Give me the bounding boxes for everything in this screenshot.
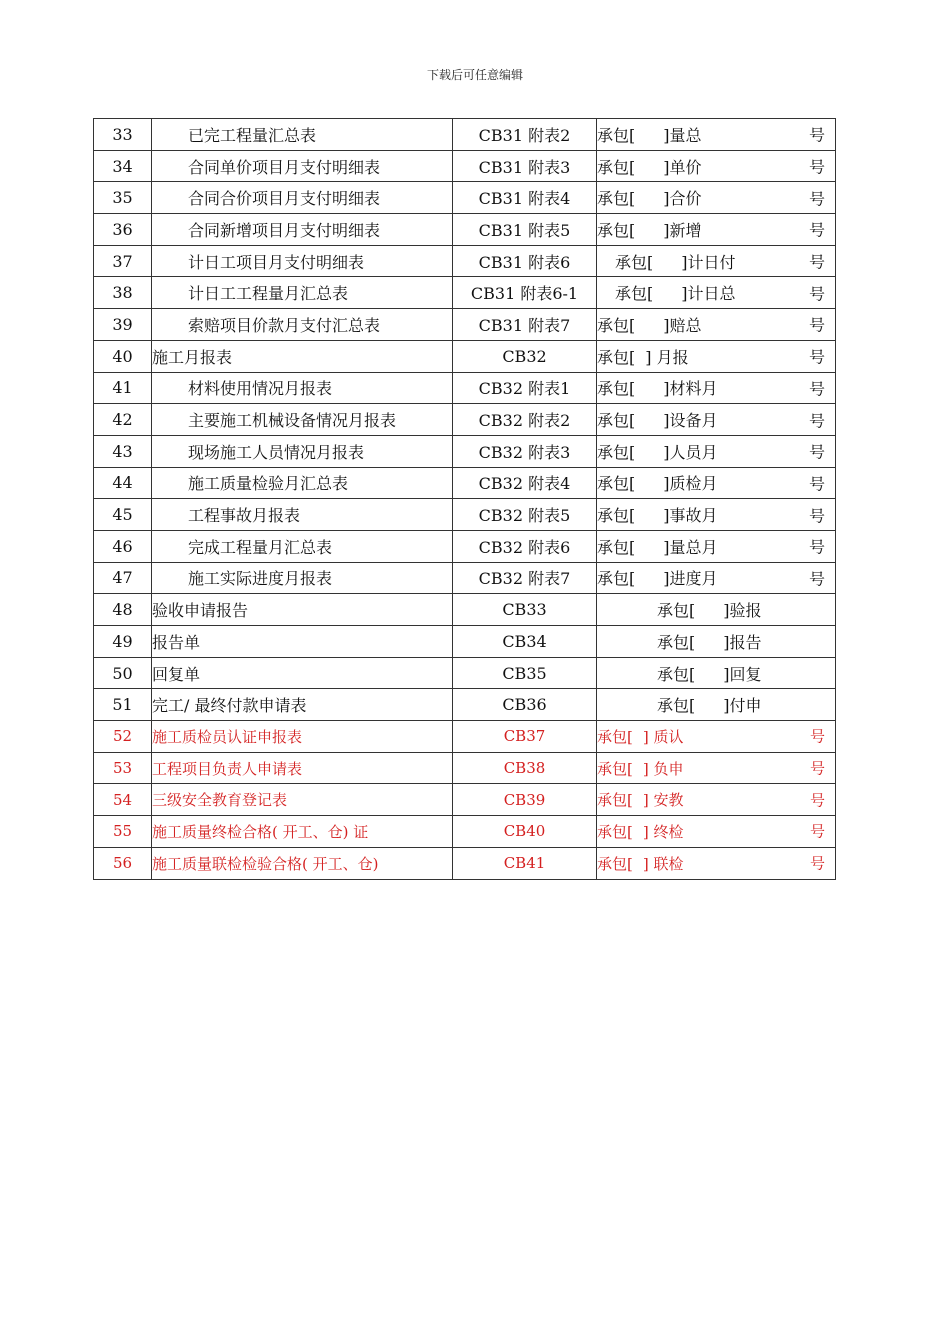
- form-code: CB32 附表4: [453, 467, 597, 499]
- serial-number-cell: [597, 119, 836, 151]
- form-title: 验收申请报告: [152, 594, 453, 626]
- table-row: [94, 435, 836, 467]
- serial-prefix: 承包[: [597, 854, 633, 873]
- form-code: CB31 附表6-1: [453, 277, 597, 309]
- row-number: 33: [94, 119, 152, 151]
- serial-prefix: 承包[: [597, 569, 636, 589]
- serial-suffix: ] 负申: [642, 759, 684, 778]
- serial-prefix: 承包[: [597, 315, 636, 335]
- row-number: 53: [94, 752, 152, 784]
- row-number: 34: [94, 150, 152, 182]
- serial-number-cell: [597, 404, 836, 436]
- table-row: [94, 562, 836, 594]
- serial-number-cell: [597, 245, 836, 277]
- hao-label: 号: [808, 474, 825, 494]
- serial-prefix: 承包[: [615, 252, 654, 272]
- serial-suffix: ]付申: [723, 696, 762, 716]
- hao-label: 号: [808, 125, 825, 145]
- hao-label: 号: [809, 854, 825, 873]
- hao-label: 号: [809, 759, 825, 778]
- form-code: CB32 附表5: [453, 499, 597, 531]
- table-row: [94, 499, 836, 531]
- row-number: 43: [94, 435, 152, 467]
- form-title: 计日工项目月支付明细表: [152, 245, 453, 277]
- serial-suffix: ]合价: [663, 189, 702, 209]
- row-number: 54: [94, 784, 152, 816]
- serial-prefix: 承包[: [597, 220, 636, 240]
- form-code: CB31 附表3: [453, 150, 597, 182]
- row-number: 42: [94, 404, 152, 436]
- table-row: [94, 847, 836, 879]
- table-row: [94, 467, 836, 499]
- serial-suffix: ] 月报: [645, 347, 689, 367]
- serial-suffix: ]单价: [663, 157, 702, 177]
- hao-label: 号: [808, 379, 825, 399]
- serial-number-cell: [597, 816, 836, 848]
- form-title: 工程项目负责人申请表: [152, 752, 453, 784]
- serial-prefix: 承包[: [657, 601, 696, 621]
- table-row: [94, 784, 836, 816]
- forms-table: [93, 118, 836, 880]
- row-number: 50: [94, 657, 152, 689]
- hao-label: 号: [808, 189, 825, 209]
- hao-label: 号: [809, 791, 825, 810]
- serial-number-cell: [597, 467, 836, 499]
- serial-suffix: ] 联检: [642, 854, 684, 873]
- serial-prefix: 承包[: [597, 379, 636, 399]
- hao-label: 号: [808, 220, 825, 240]
- hao-label: 号: [808, 411, 825, 431]
- serial-suffix: ]计日总: [681, 284, 736, 304]
- serial-suffix: ]进度月: [663, 569, 718, 589]
- form-title: 完成工程量月汇总表: [152, 530, 453, 562]
- form-title: 施工质检员认证申报表: [152, 721, 453, 753]
- serial-prefix: 承包[: [597, 189, 636, 209]
- form-title: 合同合价项目月支付明细表: [152, 182, 453, 214]
- form-code: CB39: [453, 784, 597, 816]
- row-number: 40: [94, 340, 152, 372]
- form-code: CB31 附表5: [453, 214, 597, 246]
- row-number: 44: [94, 467, 152, 499]
- serial-number-cell: [597, 372, 836, 404]
- serial-prefix: 承包[: [597, 759, 633, 778]
- hao-label: 号: [808, 157, 825, 177]
- form-code: CB37: [453, 721, 597, 753]
- serial-suffix: ]报告: [723, 632, 762, 652]
- serial-suffix: ]事故月: [663, 506, 718, 526]
- form-title: 完工/ 最终付款申请表: [152, 689, 453, 721]
- serial-suffix: ] 安教: [642, 791, 684, 810]
- serial-number-cell: [597, 340, 836, 372]
- serial-number-cell: [597, 721, 836, 753]
- row-number: 55: [94, 816, 152, 848]
- serial-suffix: ]量总: [663, 125, 702, 145]
- row-number: 35: [94, 182, 152, 214]
- serial-number-cell: [597, 562, 836, 594]
- table-row: [94, 657, 836, 689]
- row-number: 41: [94, 372, 152, 404]
- form-title: 回复单: [152, 657, 453, 689]
- row-number: 39: [94, 309, 152, 341]
- form-title: 合同新增项目月支付明细表: [152, 214, 453, 246]
- form-title: 索赔项目价款月支付汇总表: [152, 309, 453, 341]
- table-row: [94, 119, 836, 151]
- serial-number-cell: [597, 689, 836, 721]
- serial-prefix: 承包[: [597, 537, 636, 557]
- serial-prefix: 承包[: [657, 664, 696, 684]
- form-code: CB38: [453, 752, 597, 784]
- form-code: CB32 附表1: [453, 372, 597, 404]
- row-number: 36: [94, 214, 152, 246]
- form-title: 主要施工机械设备情况月报表: [152, 404, 453, 436]
- serial-number-cell: [597, 277, 836, 309]
- serial-suffix: ]赔总: [663, 315, 702, 335]
- hao-label: 号: [808, 537, 825, 557]
- form-title: 已完工程量汇总表: [152, 119, 453, 151]
- serial-suffix: ]新增: [663, 220, 702, 240]
- form-title: 施工实际进度月报表: [152, 562, 453, 594]
- form-code: CB41: [453, 847, 597, 879]
- serial-prefix: 承包[: [597, 727, 633, 746]
- table-row: [94, 594, 836, 626]
- form-title: 三级安全教育登记表: [152, 784, 453, 816]
- serial-number-cell: [597, 847, 836, 879]
- serial-suffix: ]人员月: [663, 442, 718, 462]
- row-number: 46: [94, 530, 152, 562]
- form-title: 工程事故月报表: [152, 499, 453, 531]
- form-code: CB32 附表2: [453, 404, 597, 436]
- row-number: 52: [94, 721, 152, 753]
- row-number: 38: [94, 277, 152, 309]
- serial-suffix: ]设备月: [663, 411, 718, 431]
- serial-number-cell: [597, 626, 836, 658]
- serial-number-cell: [597, 784, 836, 816]
- serial-prefix: 承包[: [657, 632, 696, 652]
- serial-suffix: ] 终检: [642, 822, 684, 841]
- serial-prefix: 承包[: [597, 822, 633, 841]
- hao-label: 号: [809, 822, 825, 841]
- serial-prefix: 承包[: [657, 696, 696, 716]
- serial-suffix: ] 质认: [642, 727, 684, 746]
- form-code: CB31 附表6: [453, 245, 597, 277]
- serial-suffix: ]质检月: [663, 474, 718, 494]
- serial-number-cell: [597, 435, 836, 467]
- table-row: [94, 721, 836, 753]
- table-row: [94, 245, 836, 277]
- table-row: [94, 404, 836, 436]
- table-row: [94, 150, 836, 182]
- serial-number-cell: [597, 594, 836, 626]
- form-title: 施工质量终检合格( 开工、仓) 证: [152, 816, 453, 848]
- serial-prefix: 承包[: [597, 411, 636, 431]
- table-row: [94, 689, 836, 721]
- row-number: 51: [94, 689, 152, 721]
- hao-label: 号: [809, 727, 825, 746]
- row-number: 48: [94, 594, 152, 626]
- serial-number-cell: [597, 499, 836, 531]
- hao-label: 号: [808, 315, 825, 335]
- table-row: [94, 214, 836, 246]
- form-code: CB35: [453, 657, 597, 689]
- table-row: [94, 340, 836, 372]
- page-header: 下载后可任意编辑: [426, 68, 523, 82]
- table-row: [94, 182, 836, 214]
- table-row: [94, 277, 836, 309]
- serial-number-cell: [597, 150, 836, 182]
- serial-suffix: ]验报: [723, 601, 762, 621]
- serial-number-cell: [597, 752, 836, 784]
- form-code: CB32 附表7: [453, 562, 597, 594]
- hao-label: 号: [808, 442, 825, 462]
- form-title: 施工质量联检检验合格( 开工、仓): [152, 847, 453, 879]
- serial-number-cell: [597, 530, 836, 562]
- hao-label: 号: [808, 252, 825, 272]
- form-title: 材料使用情况月报表: [152, 372, 453, 404]
- form-title: 合同单价项目月支付明细表: [152, 150, 453, 182]
- row-number: 49: [94, 626, 152, 658]
- row-number: 56: [94, 847, 152, 879]
- form-code: CB32 附表3: [453, 435, 597, 467]
- serial-prefix: 承包[: [597, 791, 633, 810]
- serial-number-cell: [597, 309, 836, 341]
- form-title: 报告单: [152, 626, 453, 658]
- row-number: 47: [94, 562, 152, 594]
- form-code: CB31 附表4: [453, 182, 597, 214]
- serial-suffix: ]量总月: [663, 537, 718, 557]
- forms-table-body: [94, 119, 836, 880]
- serial-suffix: ]回复: [723, 664, 762, 684]
- serial-prefix: 承包[: [597, 157, 636, 177]
- serial-number-cell: [597, 182, 836, 214]
- table-row: [94, 372, 836, 404]
- hao-label: 号: [808, 347, 825, 367]
- form-code: CB31 附表7: [453, 309, 597, 341]
- form-title: 计日工工程量月汇总表: [152, 277, 453, 309]
- hao-label: 号: [808, 569, 825, 589]
- table-row: [94, 626, 836, 658]
- serial-number-cell: [597, 214, 836, 246]
- row-number: 37: [94, 245, 152, 277]
- form-code: CB33: [453, 594, 597, 626]
- serial-suffix: ]计日付: [681, 252, 736, 272]
- table-row: [94, 309, 836, 341]
- serial-prefix: 承包[: [597, 506, 636, 526]
- table-row: [94, 530, 836, 562]
- serial-suffix: ]材料月: [663, 379, 718, 399]
- serial-prefix: 承包[: [615, 284, 654, 304]
- form-code: CB32: [453, 340, 597, 372]
- form-code: CB40: [453, 816, 597, 848]
- serial-prefix: 承包[: [597, 474, 636, 494]
- form-title: 施工质量检验月汇总表: [152, 467, 453, 499]
- form-title: 施工月报表: [152, 340, 453, 372]
- form-code: CB36: [453, 689, 597, 721]
- form-code: CB32 附表6: [453, 530, 597, 562]
- hao-label: 号: [808, 506, 825, 526]
- serial-prefix: 承包[: [597, 125, 636, 145]
- form-code: CB31 附表2: [453, 119, 597, 151]
- table-row: [94, 816, 836, 848]
- form-title: 现场施工人员情况月报表: [152, 435, 453, 467]
- serial-prefix: 承包[: [597, 347, 636, 367]
- row-number: 45: [94, 499, 152, 531]
- hao-label: 号: [808, 284, 825, 304]
- table-row: [94, 752, 836, 784]
- serial-number-cell: [597, 657, 836, 689]
- serial-prefix: 承包[: [597, 442, 636, 462]
- form-code: CB34: [453, 626, 597, 658]
